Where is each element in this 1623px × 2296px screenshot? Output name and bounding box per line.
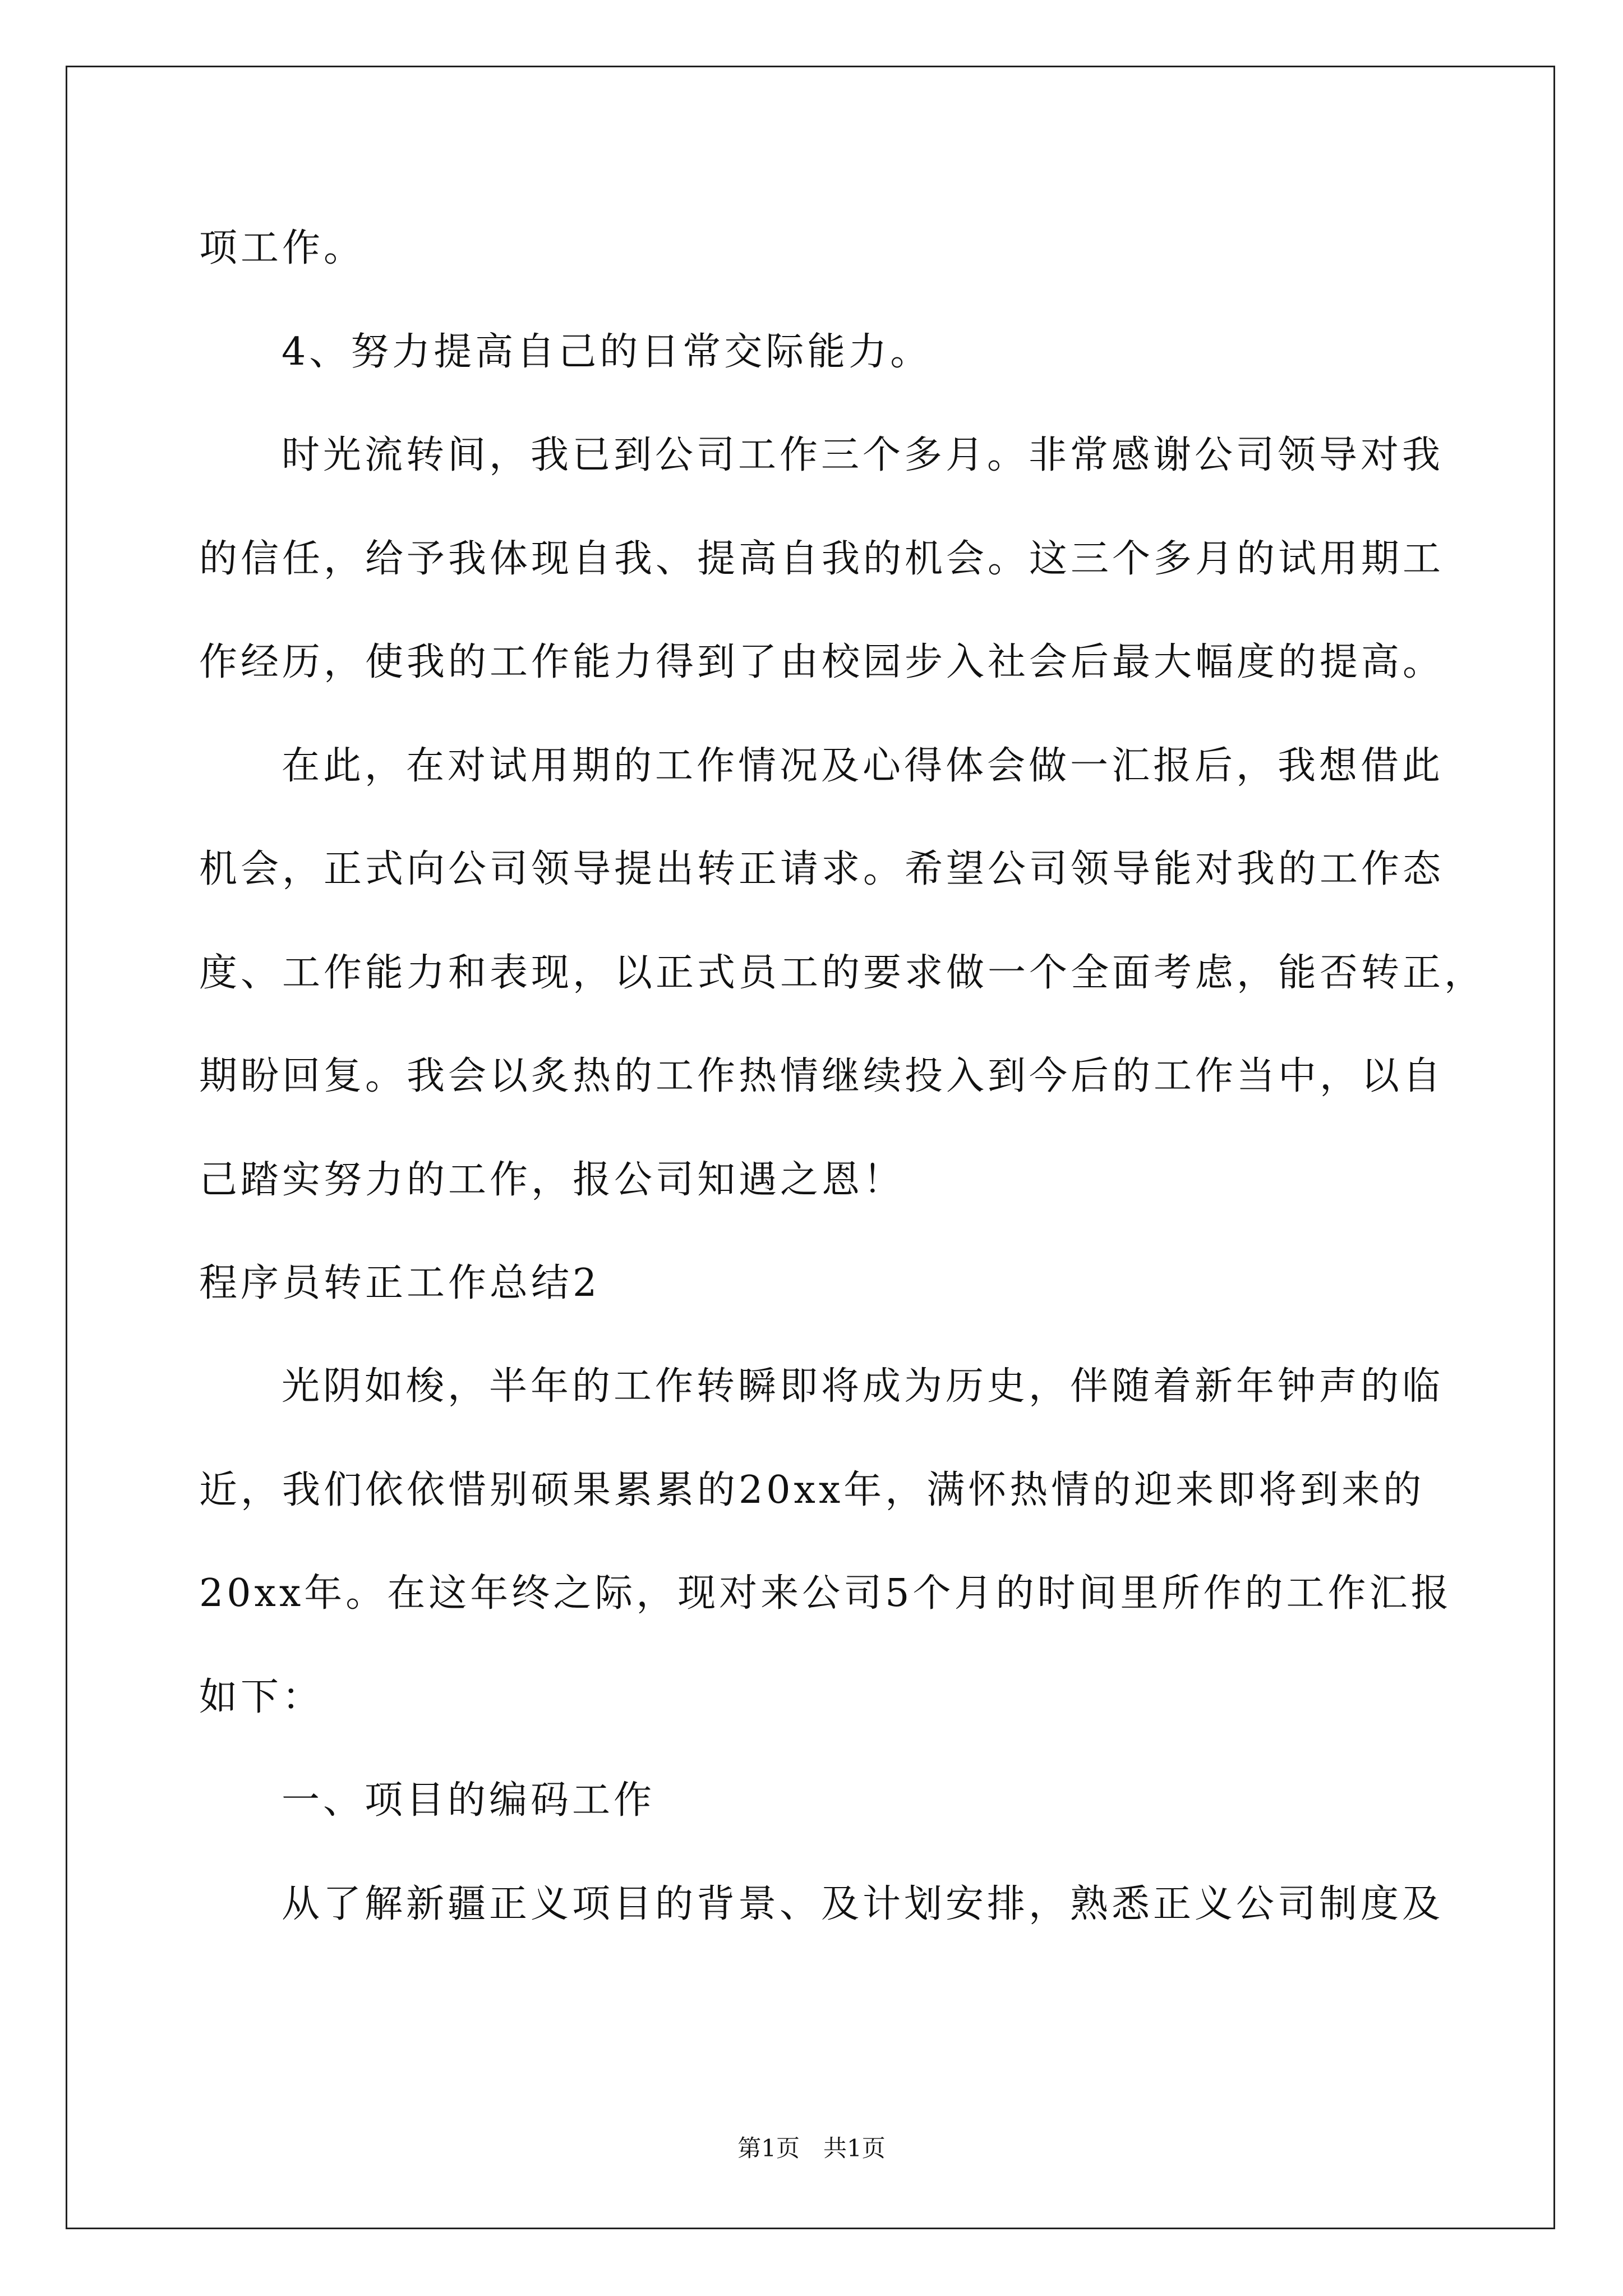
text-line: 一、项目的编码工作 — [282, 1778, 656, 1823]
text-line: 机会，正式向公司领导提出转正请求。希望公司领导能对我的工作态 — [199, 847, 1445, 891]
text-line: 20xx年。在这年终之际，现对来公司5个月的时间里所作的工作汇报 — [199, 1571, 1453, 1616]
text-line: 项工作。 — [199, 226, 366, 270]
text-line: 近，我们依依惜别硕果累累的20xx年，满怀热情的迎来即将到来的 — [199, 1468, 1425, 1512]
section-heading: 程序员转正工作总结2 — [199, 1261, 601, 1305]
text-line: 度、工作能力和表现，以正式员工的要求做一个全面考虑，能否转正， — [199, 951, 1486, 995]
text-line: 在此，在对试用期的工作情况及心得体会做一汇报后，我想借此 — [282, 744, 1444, 788]
text-line: 作经历，使我的工作能力得到了由校园步入社会后最大幅度的提高。 — [199, 640, 1445, 684]
text-line: 4、努力提高自己的日常交际能力。 — [282, 330, 932, 374]
text-line: 的信任，给予我体现自我、提高自我的机会。这三个多月的试用期工 — [199, 537, 1445, 581]
text-line: 从了解新疆正义项目的背景、及计划安排，熟悉正义公司制度及 — [282, 1882, 1444, 1926]
text-line: 时光流转间，我已到公司工作三个多月。非常感谢公司领导对我 — [282, 433, 1444, 477]
text-line: 期盼回复。我会以炙热的工作热情继续投入到今后的工作当中，以自 — [199, 1054, 1445, 1098]
text-line: 如下： — [199, 1675, 324, 1719]
page-footer: 第1页 共1页 — [737, 2134, 886, 2162]
text-line: 己踏实努力的工作，报公司知遇之恩！ — [199, 1158, 905, 1202]
text-line: 光阴如梭，半年的工作转瞬即将成为历史，伴随着新年钟声的临 — [282, 1364, 1444, 1409]
